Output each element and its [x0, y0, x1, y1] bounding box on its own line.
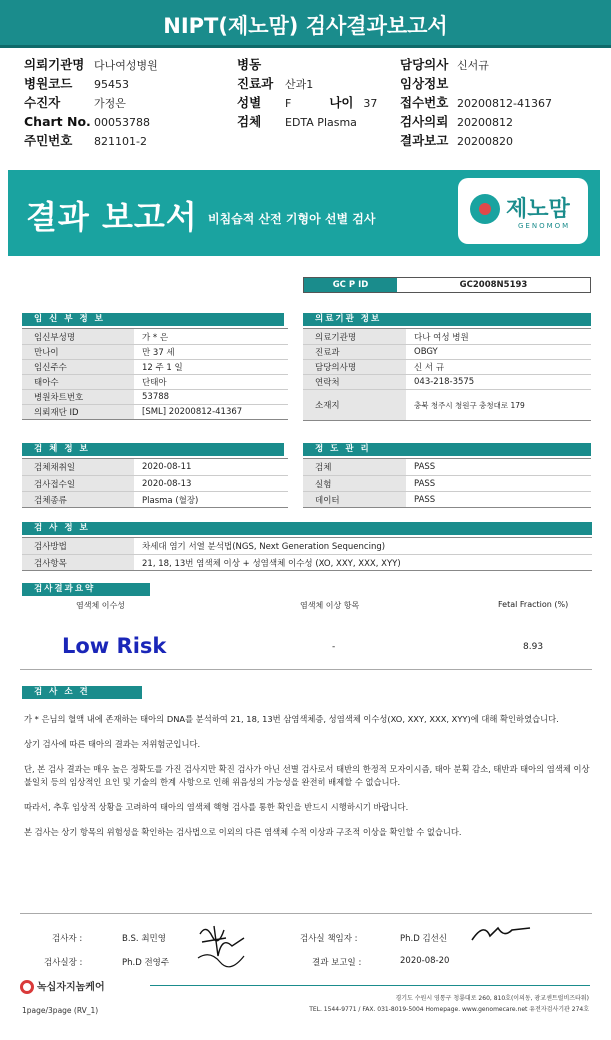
table-row	[22, 374, 288, 389]
gcpid-label: GC P ID	[304, 278, 397, 292]
table-row	[303, 475, 591, 491]
row-value: 다나 여성 병원	[414, 332, 469, 343]
table-row	[303, 389, 591, 420]
table-row	[22, 554, 592, 570]
company-logo-icon	[20, 980, 34, 994]
row-label: 임신부성명	[22, 329, 134, 344]
header-value: 95453	[94, 78, 129, 91]
gcpid-box	[303, 277, 591, 293]
row-label: 검사접수일	[22, 476, 134, 491]
row-label: 만나이	[22, 345, 134, 359]
director-label: 검사실장 :	[44, 958, 83, 968]
company-name: 녹십자지놈케어	[37, 982, 105, 993]
table-row	[22, 459, 288, 475]
table-row	[303, 344, 591, 359]
opinion-paragraph: 가 * 은님의 혈액 내에 존재하는 태아의 DNA를 분석하여 21, 18, 13번 삼염색체증, 성염색체 이수성(XO, XXY, XXX, XYY)에 대해 확인하였습니다.	[24, 714, 559, 724]
summary-col-ff: Fetal Fraction (%)	[498, 600, 569, 609]
row-label: 임신주수	[22, 360, 134, 374]
header-label: 수진자	[24, 95, 61, 110]
opinion-paragraph: 따라서, 추후 임상적 상황을 고려하여 태아의 염색체 핵형 검사를 통한 확인을 반드시 시행하시기 바랍니다.	[24, 802, 409, 812]
summary-col-items: 염색체 이상 항목	[300, 601, 360, 610]
table-row	[303, 491, 591, 507]
header-label: Chart No.	[24, 114, 91, 129]
address-line: 경기도 수원시 영통구 청룡대로 260, 810호(이의동, 광교센트럴비즈타워)	[395, 995, 589, 1002]
row-label: 소재지	[303, 390, 406, 420]
manager-label: 검사실 책임자 :	[300, 934, 358, 944]
summary-result-row	[20, 618, 592, 670]
row-label: 태아수	[22, 375, 134, 389]
row-label: 검사항목	[22, 555, 134, 570]
banner-subtitle: 비침습적 산전 기형아 선별 검사	[208, 212, 376, 226]
page-number: 1page/3page (RV_1)	[22, 1006, 99, 1015]
specimen-label: 검체	[237, 114, 262, 129]
specimen-value: EDTA Plasma	[285, 116, 357, 129]
opinion-paragraph: 본 검사는 상기 항목의 위험성을 확인하는 검사법으로 이외의 다른 염색체 수적 이상과 구조적 이상을 확인할 수 없습니다.	[24, 827, 462, 837]
row-label: 데이터	[303, 492, 406, 507]
row-label: 담당의사명	[303, 360, 406, 374]
row-label: 검체	[303, 459, 406, 475]
ward-label: 병동	[237, 57, 262, 72]
company-logo	[20, 978, 105, 994]
row-value: 신 서 규	[414, 363, 445, 373]
tester-name: B.S. 최민영	[122, 934, 166, 944]
report-date-value: 2020-08-20	[400, 956, 450, 966]
age-label: 나이	[329, 95, 354, 110]
row-label: 실험	[303, 476, 406, 491]
header-label: 의뢰기관명	[24, 57, 85, 72]
opinion-paragraph: 상기 검사에 따른 태아의 결과는 저위험군입니다.	[24, 739, 201, 749]
row-label: 의료기관명	[303, 329, 406, 344]
row-label: 검체종류	[22, 492, 134, 507]
test-info-table	[22, 537, 592, 571]
header-label: 병원코드	[24, 76, 73, 91]
row-value: 충북 청주시 청원구 충청대로 179	[414, 400, 525, 410]
manager-name: Ph.D 김선신	[400, 934, 448, 944]
section-opinion: 검 사 소 견	[22, 686, 142, 699]
row-value: 단태아	[142, 378, 167, 388]
footer-address	[309, 993, 589, 1015]
row-value: 만 37 세	[142, 348, 175, 358]
table-row	[22, 344, 288, 359]
row-value: OBGY	[414, 347, 438, 357]
header-label: 임상정보	[400, 76, 449, 91]
header-label: 담당의사	[400, 57, 449, 72]
row-value: 53788	[142, 392, 170, 402]
document-title: NIPT(제노맘) 검사결과보고서	[0, 0, 611, 48]
header-label: 접수번호	[400, 95, 449, 110]
gcpid-value: GC2008N5193	[459, 280, 528, 290]
sex-label: 성별	[237, 95, 262, 110]
contact-line: TEL. 1544-9771 / FAX. 031-8019-5004 Homepage. www.genomecare.net 유전자검사기관 274호	[309, 1006, 589, 1013]
section-test: 검 사 정 보	[22, 522, 592, 535]
table-row	[22, 359, 288, 374]
header-value: 다나여성병원	[94, 59, 158, 72]
qc-table	[303, 458, 591, 508]
opinion-paragraph: 단, 본 검사 결과는 매우 높은 정확도를 가진 검사지만 확진 검사가 아닌 선별 검사로서 태반의 한정적 모자이시즘, 태아 분획 감소, 태반과 태아의 염색체 이상 불일치 등의 임상적인 요인 및 기술의 한계 사항으로 인해 위음성의 가능성을 완전히 배제할 수 없습니다.	[24, 764, 590, 787]
specimen-info-table	[22, 458, 288, 508]
section-specimen: 검 체 정 보	[22, 443, 284, 456]
fetal-fraction-value: 8.93	[523, 642, 544, 652]
row-label: 연락처	[303, 375, 406, 389]
row-value: PASS	[414, 494, 436, 505]
signature-divider	[20, 913, 592, 914]
age-value: 37	[363, 97, 378, 110]
row-value: 2020-08-11	[142, 462, 192, 472]
row-value: 2020-08-13	[142, 478, 192, 489]
dept-label: 진료과	[237, 76, 274, 91]
sex-value: F	[285, 97, 292, 110]
opinion-text	[24, 713, 590, 851]
header-label: 결과보고	[400, 133, 449, 148]
row-label: 검체채취일	[22, 459, 134, 475]
header-right	[400, 55, 552, 150]
abnormal-item-value: -	[332, 642, 336, 652]
header-mid	[237, 55, 377, 131]
genomom-logo	[458, 178, 588, 244]
header-label: 검사의뢰	[400, 114, 449, 129]
row-value: Plasma (혈장)	[142, 495, 199, 506]
footer-divider	[150, 985, 590, 986]
table-row	[22, 475, 288, 491]
row-value: 가 * 은	[142, 332, 169, 343]
section-summary: 검사결과요약	[22, 583, 150, 596]
table-row	[22, 491, 288, 507]
patient-info-table	[22, 328, 288, 420]
row-value: PASS	[414, 478, 436, 489]
risk-result: Low Risk	[62, 634, 167, 658]
header-value: 20200812	[457, 116, 513, 129]
table-row	[303, 374, 591, 389]
row-label: 병원차트번호	[22, 390, 134, 404]
section-qc: 정 도 관 리	[303, 443, 591, 456]
report-date-label: 결과 보고일 :	[312, 958, 362, 968]
row-label: 진료과	[303, 345, 406, 359]
row-label: 검사방법	[22, 538, 134, 554]
row-value: 043-218-3575	[414, 377, 475, 387]
table-row	[22, 329, 288, 344]
logo-icon	[470, 194, 500, 224]
manager-signature	[468, 918, 538, 948]
row-label: 의뢰재단 ID	[22, 405, 134, 419]
table-row	[303, 329, 591, 344]
table-row	[303, 359, 591, 374]
table-row	[22, 404, 288, 419]
table-row	[22, 538, 592, 554]
section-patient: 임 신 부 정 보	[22, 313, 284, 326]
header-value: 20200812-41367	[457, 97, 552, 110]
header-left	[24, 55, 158, 150]
dept-value: 산과1	[285, 78, 314, 91]
header-value: 가정은	[94, 97, 126, 110]
header-value: 20200820	[457, 135, 513, 148]
section-institution: 의료기관 정보	[303, 313, 591, 326]
header-value: 신서규	[457, 59, 489, 72]
summary-col-aneuploidy: 염색체 이수성	[76, 601, 125, 610]
row-value: [SML] 20200812-41367	[142, 407, 243, 417]
row-value: PASS	[414, 462, 436, 472]
logo-text: 제노맘	[506, 197, 570, 222]
report-banner	[8, 170, 600, 256]
banner-title: 결과 보고서	[26, 198, 198, 236]
summary-header	[20, 600, 592, 613]
row-value: 21, 18, 13번 염색체 이상 + 성염색체 이수성 (XO, XXY, XXX, XYY)	[142, 558, 401, 569]
row-value: 12 주 1 일	[142, 363, 183, 373]
tester-signature	[192, 916, 252, 970]
header-value: 00053788	[94, 116, 150, 129]
tester-label: 검사자 :	[52, 934, 83, 944]
table-row	[303, 459, 591, 475]
table-row	[22, 389, 288, 404]
institution-info-table	[303, 328, 591, 421]
header-value: 821101-2	[94, 135, 147, 148]
logo-subtext: GENOMOM	[518, 222, 571, 230]
director-name: Ph.D 전영주	[122, 958, 170, 968]
row-value: 차세대 염기 서열 분석법(NGS, Next Generation Sequencing)	[142, 542, 386, 552]
header-label: 주민번호	[24, 133, 73, 148]
